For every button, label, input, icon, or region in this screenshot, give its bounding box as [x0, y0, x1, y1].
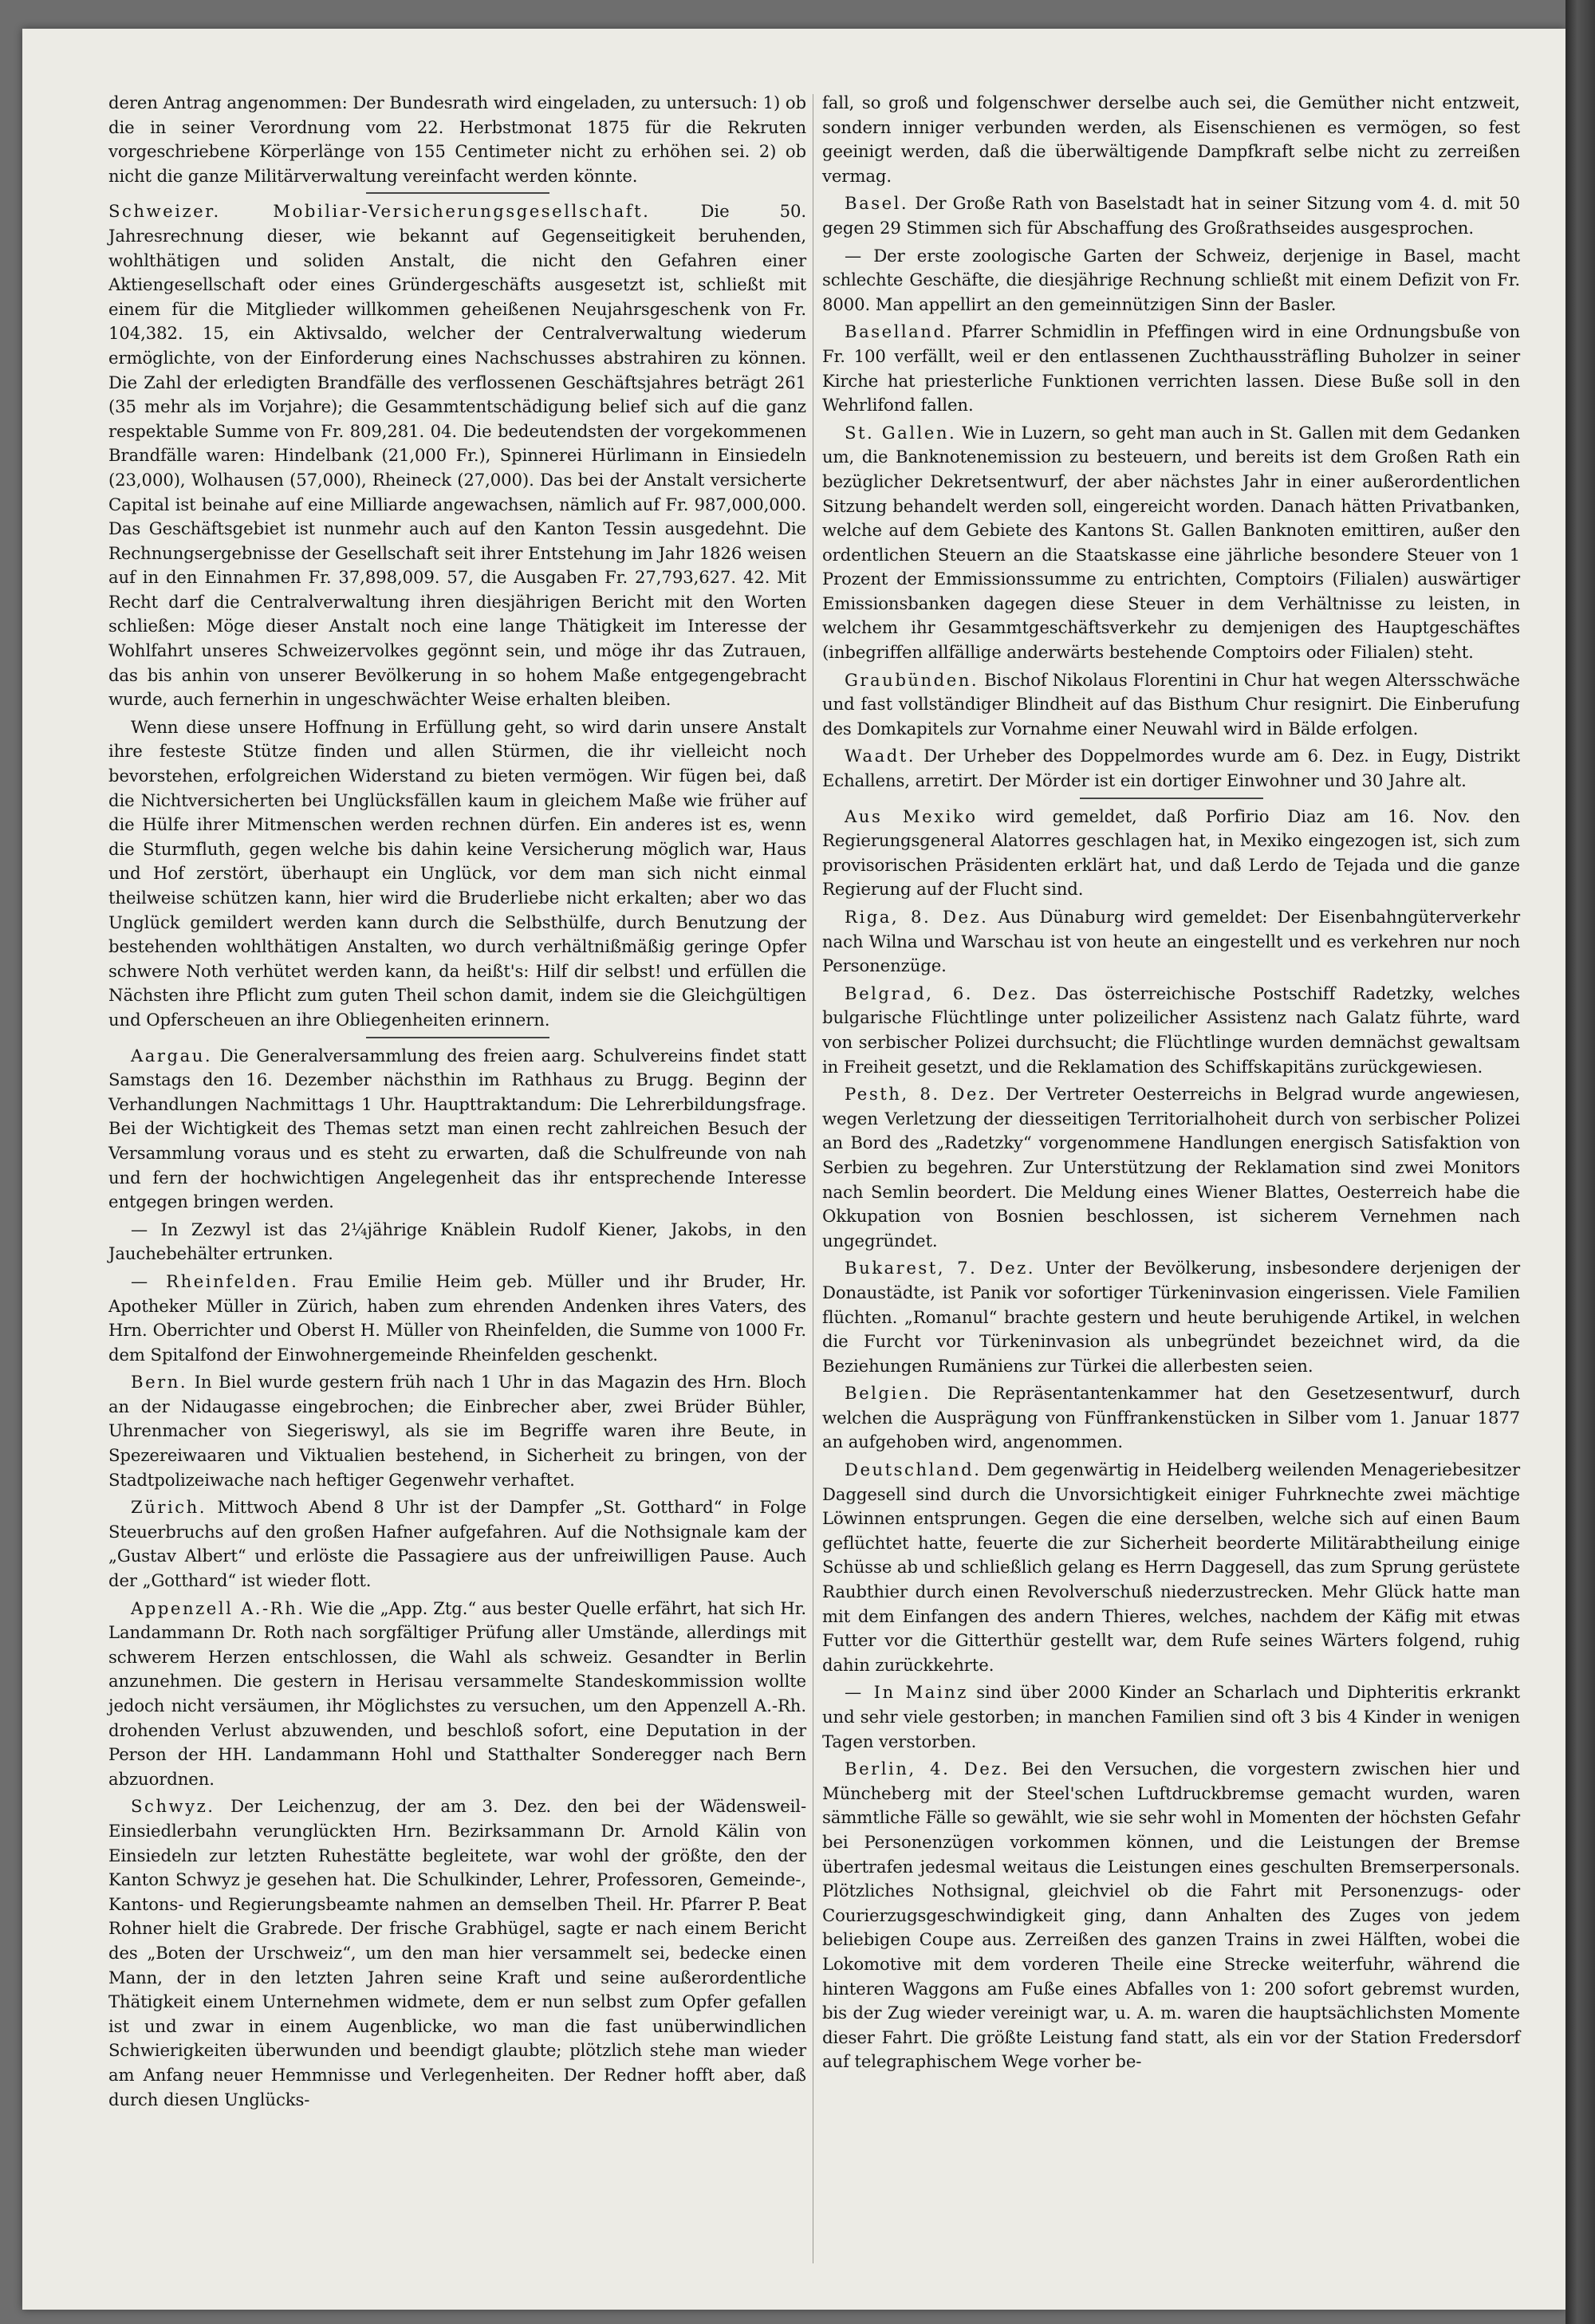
paragraph-text: Der Leichenzug, der am 3. Dez. den bei der Wädensweil-Einsiedlerbahn verunglückten Hrn. Bezirksammann Dr. Arnold Kälin von Einsiedeln zur letzten Ruhestätte begleitete, war wohl der größte, den der Kanton Schwyz je gesehen hat. Die Schulkinder, Lehrer, Professoren, Gemeinde-, Kantons- und Regierungsbeamte nahmen an demselben Theil. Hr. Pfarrer P. Beat Rohner hielt die Grabrede. Der frische Grabhügel, sagte er nach einem Bericht des „Boten der Urschweiz“, um den man hier versammelt sei, bedecke einen Mann, der in den letzten Jahren seine Kraft und seine außerordentliche Thätigkeit einem Unternehmen widmete, dem er nun selbst zum Opfer gefallen ist und zwar in einem Augenblicke, wo man die fast unüberwindlichen Schwierigkeiten überwunden und beendigt glaubte; plötzlich stehe man wieder am Anfang neuer Hemmnisse und Verlegenheiten. Der Redner hofft aber, daß durch diesen Unglücks- — [108, 1796, 807, 2109]
paragraph-text: Frau Emilie Heim geb. Müller und ihr Bruder, Hr. Apotheker Müller in Zürich, haben zum ehrenden Andenken ihres Vaters, des Hrn. Oberrichter und Oberst H. Müller von Rheinfelden, die Summe von 1000 Fr. dem Spitalfond der Einwohnergemeinde Rheinfelden geschenkt. — [108, 1270, 806, 1365]
paragraph-text: Bischof Nikolaus Florentini in Chur hat wegen Altersschwäche und fast vollständiger Blindheit auf das Bisthum Chur resignirt. Die Einberufung des Domkapitels zur Vornahme einer Neuwahl wird in Bälde erfolgen. — [822, 669, 1520, 739]
dateline: Schwyz. — [131, 1796, 215, 1817]
article-paragraph — [822, 1256, 1520, 1378]
article-paragraph — [822, 421, 1520, 665]
paragraph-text: sind über 2000 Kinder an Scharlach und Diphteritis erkrankt und sehr viele gestorben; in manchen Familien sind oft 3 bis 4 Kinder in wenigen Tagen verstorben. — [822, 1682, 1520, 1751]
section-rule — [366, 1037, 549, 1038]
paragraph-text: Mittwoch Abend 8 Uhr ist der Dampfer „St. Gotthard“ in Folge Steuerbruchs auf den großen Hafner aufgefahren. Auf die Nothsignale kam der „Gustav Albert“ und erlöste die Passagiere aus der unfreiwilligen Pause. Auch der „Gotthard“ ist wieder flott. — [108, 1497, 807, 1591]
paragraph-text: Wenn diese unsere Hoffnung in Erfüllung geht, so wird darin unsere Anstalt ihre festeste Stütze finden und allen Stürmen, die ihr vielleicht noch bevorstehen, erfolgreichen Widerstand zu bieten vermögen. Wir fügen bei, daß die Nichtversicherten bei Unglücksfällen kaum in gleichem Maße wie früher auf die Hülfe ihrer Mitmenschen werden rechnen dürfen. Ein anderes ist es, wenn die Sturmfluth, gegen welche bis dahin keine Versicherung möglich war, Haus und Hof zerstört, überhaupt ein Unglück, vor dem man sich nicht einmal theilweise schützen kann, hier wird die Bruderliebe nicht erkalten; aber wo das Unglück gemildert werden kann durch die Selbsthülfe, durch Benutzung der bestehenden wohlthätigen Anstalten, wo durch verhältnißmäßig geringe Opfer schwere Noth verhütet werden kann, da heißt's: Hilf dir selbst! und erfüllen die Nächsten ihre Pflicht zum guten Theil schon damit, indem sie die Gleichgültigen und Opferscheuen an ihre Obliegenheiten erinnern. — [108, 716, 806, 1030]
dateline: Pesth, 8. Dez. — [845, 1084, 997, 1105]
article-paragraph — [108, 199, 806, 711]
dateline: Graubünden. — [845, 669, 979, 690]
article-paragraph — [108, 91, 806, 188]
article-paragraph — [822, 1680, 1520, 1754]
dateline: Basel. — [845, 193, 909, 214]
article-paragraph — [822, 191, 1520, 240]
dateline: Aargau. — [131, 1045, 213, 1065]
paragraph-text: Pfarrer Schmidlin in Pfeffingen wird in eine Ordnungsbuße von Fr. 100 verfällt, weil er den entlassenen Zuchthaussträfling Buholzer in seiner Kirche hat priesterliche Funktionen verrichten lassen. Diese Buße soll in den Wehrlifond fallen. — [822, 321, 1521, 416]
article-paragraph — [822, 982, 1520, 1079]
section-rule — [1080, 798, 1263, 799]
paragraph-text: Dem gegenwärtig in Heidelberg weilenden Menageriebesitzer Daggesell sind durch die Unvorsichtigkeit einiger Fuhrknechte zwei mächtige Löwinnen entsprungen. Gegen die eine derselben, welche sich auf einen Baum geflüchtet hatte, feuerte die zur Sicherheit beorderte Militärabtheilung einige Schüsse ab und schließlich gelang es Herrn Daggesell, das zum Sprung gerüstete Raubthier durch einen Revolverschuß niederzustrecken. Mehr Glück hatte man mit dem Einfangen des andern Thieres, welches, nachdem der Käfig mit etwas Futter vor die Gitterthür gestellt war, dem Rufe seines Wärters folgend, ruhig dahin zurückkehrte. — [822, 1459, 1520, 1675]
article-paragraph — [108, 1794, 806, 2112]
dateline: Bukarest, 7. Dez. — [845, 1258, 1036, 1278]
paragraph-text: Die Generalversammlung des freien aarg. Schulvereins findet statt Samstags den 16. Dezember nächsthin im Rathhaus zu Brugg. Beginn der Verhandlungen Nachmittags 1 Uhr. Haupttraktandum: Die Lehrerbildungsfrage. Bei der Wichtigkeit des Themas setzt man einen recht zahlreichen Besuch der Versammlung voraus und es steht zu erwarten, daß die Schulfreunde von nah und fern der hochwichtigen Angelegenheit das ihr entsprechende Interesse entgegen bringen werden. — [108, 1045, 806, 1212]
dateline: Waadt. — [845, 746, 916, 766]
left-column — [108, 91, 806, 2115]
paragraph-text: — In Zezwyl ist das 2¼jährige Knäblein Rudolf Kiener, Jakobs, in den Jauchebehälter ertrunken. — [108, 1219, 806, 1264]
article-paragraph — [108, 715, 806, 1033]
dateline: Riga, 8. Dez. — [845, 907, 989, 927]
paragraph-text: Wie in Luzern, so geht man auch in St. Gallen mit dem Gedanken um, die Banknotenemission zu besteuern, und bereits ist dem Großen Rath ein bezüglicher Dekretsentwurf, der aber nächstes Jahr in einer außerordentlichen Sitzung behandelt werden soll, eingereicht worden. Danach hätten Privatbanken, welche auf dem Gebiete des Kantons St. Gallen Banknoten emittiren, außer den ordentlichen Steuern an die Staatskasse eine jährliche besondere Steuer von 1 Prozent der Emmissionssumme zu entrichten, Comptoirs (Filialen) auswärtiger Emissionsbanken dagegen diese Steuer in dem Verhältnisse zu leisten, in welchem ihr Gesammtgeschäftsverkehr zu demjenigen des Hauptgeschäftes (inbegriffen allfällige anderwärts bestehende Comptoirs oder Filialen) steht. — [822, 422, 1521, 663]
paragraph-text: Das österreichische Postschiff Radetzky, welches bulgarische Flüchtlinge unter polizeilicher Assistenz nach Galatz führte, ward von serbischer Polizei durchsucht; die Flüchtlinge wurden demnächst gewaltsam in Freiheit gesetzt, und die Reklamation des Schiffskapitäns zurückgewiesen. — [822, 983, 1520, 1077]
scan-edge — [1565, 0, 1595, 2324]
right-column — [822, 91, 1520, 2078]
article-paragraph — [108, 1044, 806, 1215]
paragraph-text: fall, so groß und folgenschwer derselbe auch sei, die Gemüther nicht entzweit, sondern inniger verbunden werden, als Eisenschienen es vermögen, so fest geeinigt werden, daß die überwältigende Dampfkraft selbe nicht zu zerreißen vermag. — [822, 93, 1520, 186]
paragraph-text: In Biel wurde gestern früh nach 1 Uhr in das Magazin des Hrn. Bloch an der Nidaugasse eingebrochen; die Einbrecher aber, zwei Brüder Bühler, Uhrenmacher von Siegeriswyl, als sie im Begriffe waren ihre Beute, in Spezereiwaaren und Viktualien bestehend, in Sicherheit zu bringen, von der Stadtpolizeiwache nach heftiger Gegenwehr verhaftet. — [108, 1372, 806, 1490]
article-paragraph — [108, 1370, 806, 1492]
paragraph-text: — Der erste zoologische Garten der Schweiz, derjenige in Basel, macht schlechte Geschäfte, die diesjährige Rechnung schließt mit einem Defizit von Fr. 8000. Man appellirt an den gemeinnützigen Sinn der Basler. — [822, 245, 1520, 314]
article-paragraph — [108, 1597, 806, 1792]
section-rule — [366, 192, 549, 194]
dateline: St. Gallen. — [845, 422, 957, 443]
article-paragraph — [822, 244, 1520, 317]
dateline: Appenzell A.-Rh. — [131, 1597, 305, 1618]
article-paragraph — [822, 1082, 1520, 1253]
paragraph-text: deren Antrag angenommen: Der Bundesrath wird eingeladen, zu untersuch: 1) ob die in seiner Verordnung vom 22. Herbstmonat 1875 für die Rekruten vorgeschriebene Körperlänge von 155 Centimeter nicht zu erhöhen sei. 2) ob nicht die ganze Militärverwaltung vereinfacht werden könnte. — [108, 93, 806, 186]
article-paragraph — [108, 1495, 806, 1593]
dateline: Deutschland. — [845, 1459, 982, 1480]
dateline: Baselland. — [845, 321, 954, 342]
paragraph-text: Der Urheber des Doppelmordes wurde am 6. Dez. in Eugy, Distrikt Echallens, arretirt. Der Mörder ist ein dortiger Einwohner und 30 Jahre alt. — [822, 746, 1520, 791]
article-paragraph — [822, 805, 1520, 902]
paragraph-text: Der Große Rath von Baselstadt hat in seiner Sitzung vom 4. d. mit 50 gegen 29 Stimmen sich für Abschaffung des Großrathseides ausgesprochen. — [822, 193, 1520, 238]
article-paragraph — [822, 668, 1520, 742]
article-paragraph — [822, 1458, 1520, 1677]
newspaper-page — [22, 29, 1565, 2310]
paragraph-text: Aus Dünaburg wird gemeldet: Der Eisenbahngüterverkehr nach Wilna und Warschau ist von heute an eingestellt und es verkehren nur noch Personenzüge. — [822, 907, 1520, 976]
article-paragraph — [822, 320, 1520, 417]
article-paragraph — [822, 905, 1520, 979]
dateline: Belgien. — [845, 1383, 931, 1404]
article-paragraph — [822, 744, 1520, 793]
article-paragraph — [108, 1218, 806, 1266]
dateline: Zürich. — [131, 1497, 207, 1518]
dateline: Bern. — [131, 1372, 188, 1392]
article-paragraph — [822, 1757, 1520, 2074]
dateline: Aus Mexiko — [845, 806, 978, 826]
dateline: Berlin, 4. Dez. — [845, 1759, 1010, 1779]
article-paragraph — [108, 1270, 806, 1367]
paragraph-text: Unter der Bevölkerung, insbesondere derjenigen der Donaustädte, ist Panik vor sofortiger Türkeninvasion eingerissen. Viele Familien flüchten. „Romanul“ brachte gestern und heute beruhigende Artikel, in welchen die Furcht vor Türkeninvasion als unbegründet bezeichnet wird, da die Beziehungen Rumäniens zur Türkei die allerbesten seien. — [822, 1258, 1520, 1376]
paragraph-text: Der Vertreter Oesterreichs in Belgrad wurde angewiesen, wegen Verletzung der diesseitigen Territorialhoheit durch von serbischer Polizei an Bord des „Radetzky“ vorgenommene Handlungen energisch Satisfaktion von Serbien zu begehren. Zur Unterstützung der Reklamation sind zwei Monitors nach Semlin beordert. Die Meldung eines Wiener Blattes, Oesterreich habe die Okkupation von Bosnien beschlossen, ist sicherem Vernehmen nach ungegründet. — [822, 1084, 1520, 1251]
article-paragraph — [822, 91, 1520, 188]
paragraph-text: wird gemeldet, daß Porfirio Diaz am 16. Nov. den Regierungsgeneral Alatorres geschlagen hat, in Mexiko eingezogen ist, sich zum provisorischen Präsidenten erklärt hat, und daß Lerdo de Tejada und die ganze Regierung auf der Flucht sind. — [822, 806, 1520, 900]
dateline: Schweizer. Mobiliar-Versicherungsgesellschaft. — [108, 201, 651, 222]
article-paragraph — [822, 1381, 1520, 1455]
dateline: — Rheinfelden. — [131, 1270, 299, 1291]
paragraph-text: Wie die „App. Ztg.“ aus bester Quelle erfährt, hat sich Hr. Landammann Dr. Roth nach sorgfältiger Prüfung aller Umstände, allerdings mit schwerem Herzen entschlossen, die Wahl als schweiz. Gesandter in Berlin anzunehmen. Die gestern in Herisau versammelte Standeskommission wollte jedoch nicht versäumen, ihr Möglichstes zu versuchen, um den Appenzell A.-Rh. drohenden Verlust abzuwenden, und beschloß sofort, eine Deputation in der Person der HH. Landammann Hohl und Statthalter Sonderegger nach Bern abzuordnen. — [108, 1597, 806, 1789]
dateline: Belgrad, 6. Dez. — [845, 983, 1038, 1003]
paragraph-text: Bei den Versuchen, die vorgestern zwischen hier und Müncheberg mit der Steel'schen Luftdruckbremse gemacht wurden, waren sämmtliche Fälle so gewählt, wie sie sehr wohl in Momenten der höchsten Gefahr bei Personenzügen vorkommen können, und die Leistungen der Bremse übertrafen jedesmal weitaus die Leistungen eines geschulten Bremserpersonals. Plötzliches Nothsignal, gleichviel ob die Fahrt mit Personenzugs- oder Courierzugsgeschwindigkeit ging, dann Anhalten des Zuges von jedem beliebigen Coupe aus. Zerreißen des ganzen Trains in zwei Hälften, wobei die Lokomotive mit dem vorderen Theile eine Strecke weiterfuhr, während die hinteren Waggons am Fuße eines Abfalles von 1: 200 sofort gebremst wurden, bis der Zug wieder vereinigt war, u. A. m. waren die hauptsächlichsten Momente dieser Fahrt. Die größte Leistung fand statt, als ein vor der Station Fredersdorf auf telegraphischem Wege vorher be- — [822, 1759, 1520, 2072]
paragraph-text: Die Repräsentantenkammer hat den Gesetzesentwurf, durch welchen die Ausprägung von Fünffrankenstücken in Silber vom 1. Januar 1877 an aufgehoben wird, angenommen. — [822, 1383, 1520, 1452]
dateline: — In Mainz — [845, 1682, 968, 1703]
paragraph-text: Die 50. Jahresrechnung dieser, wie bekannt auf Gegenseitigkeit beruhenden, wohlthätigen und soliden Anstalt, die nicht den Gefahren einer Aktiengesellschaft oder eines Gründergeschäfts ausgesetzt ist, schließt mit einem für die Mitglieder willkommen geheißenen Neujahrsgeschenk von Fr. 104,382. 15, ein Aktivsaldo, welcher der Centralverwaltung wiederum ermöglichte, von der Einforderung eines Nachschusses abstrahiren zu können. Die Zahl der erledigten Brandfälle des verflossenen Geschäftsjahres beträgt 261 (35 mehr als im Vorjahre); die Gesammtentschädigung belief sich auf die ganz respektable Summe von Fr. 809,281. 04. Die bedeutendsten der vorgekommenen Brandfälle waren: Hindelbank (21,000 Fr.), Spinnerei Hürlimann in Einsiedeln (23,000), Wolhausen (57,000), Rheineck (27,000). Das bei der Anstalt versicherte Capital ist beinahe auf eine Milliarde angewachsen, nämlich auf Fr. 987,000,000. Das Geschäftsgebiet ist nunmehr auch auf den Kanton Tessin ausgedehnt. Die Rechnungsergebnisse der Gesellschaft seit ihrer Entstehung im Jahr 1826 weisen auf in den Einnahmen Fr. 37,898,009. 57, die Ausgaben Fr. 27,793,627. 42. Mit Recht darf die Centralverwaltung ihren diesjährigen Bericht mit den Worten schließen: Möge dieser Anstalt noch eine lange Thätigkeit im Interesse der Wohlfahrt unseres Schweizervolkes gegönnt sein, und möge ihr das Zutrauen, das bis anhin von unserer Bevölkerung in so hohem Maße entgegengebracht wurde, auch fernerhin in ungeschwächter Weise erhalten bleiben. — [108, 201, 806, 710]
